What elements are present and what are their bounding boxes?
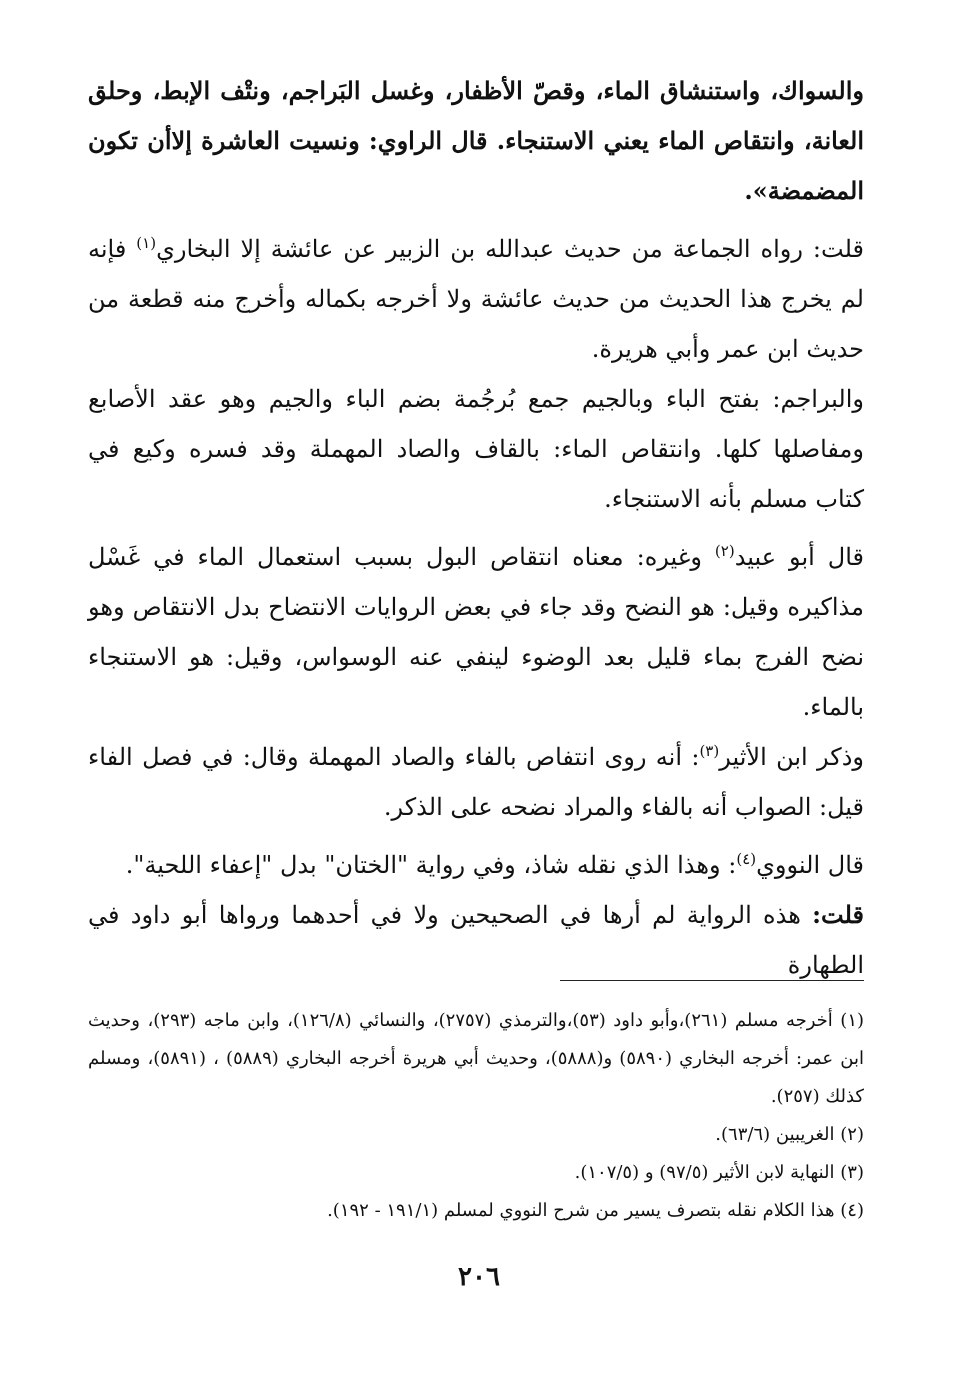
paragraph [88, 224, 864, 374]
footnote: (١) أخرجه مسلم (٢٦١)،وأبو داود (٥٣)،والترمذي (٢٧٥٧)، والنسائي (١٢٦/٨)، وابن ماجه (٢٩٣)، وحديث ابن عمر: أخرجه البخاري (٥٨٩٠) و(٥٨٨٨)، وحديث أبي هريرة أخرجه البخاري (٥٨٨٩) ، (٥٨٩١)، ومسلم كذلك (٢٥٧). [88, 1010, 865, 1107]
paragraph [88, 890, 864, 990]
paragraph-text: وذكر ابن الأثير [719, 743, 865, 771]
paragraph [88, 732, 864, 832]
paragraph-text: : أنه روى انتفاص بالفاء والصاد المهملة وقال: في فصل الفاء قيل: الصواب أنه بالفاء والمراد نضحه على الذكر. [88, 743, 864, 821]
footnote-divider [560, 980, 864, 981]
footnote-ref[interactable]: (٣) [699, 742, 720, 760]
paragraph-text: قلت: رواه الجماعة من حديث عبدالله بن الزبير عن عائشة إلا البخاري [156, 235, 864, 263]
paragraph-text: هذه الرواية لم أرها في الصحيحين ولا في أحدهما ورواها أبو داود في الطهارة [88, 901, 864, 979]
paragraph [88, 532, 864, 732]
footnote-ref[interactable]: (٤) [736, 850, 757, 868]
paragraph-text: فإنه لم يخرج هذا الحديث من حديث عائشة ولا أخرجه بكماله وأخرج منه قطعة من حديث ابن عمر وأبي هريرة. [88, 235, 864, 363]
spacer [88, 216, 864, 224]
footnote-ref[interactable]: (١) [136, 234, 157, 252]
footnote: (٣) النهاية لابن الأثير (٩٧/٥) و (١٠٧/٥). [574, 1162, 864, 1183]
paragraph-text: قال أبو عبيد [734, 543, 865, 571]
paragraph-text: : وهذا الذي نقله شاذ، وفي رواية "الختان" بدل "إعفاء اللحية". [125, 851, 737, 879]
paragraph-text: قال النووي [756, 851, 864, 879]
page-number: ٢٠٦ [458, 1262, 500, 1292]
hadith-text: والسواك، واستنشاق الماء، وقصّ الأظفار، وغسل البَراجم، ونتْف الإبط، وحلق العانة، وانتقاص الماء يعني الاستنجاء. قال الراوي: ونسيت العاشرة إلاأن تكون المضمضة». [88, 76, 864, 205]
paragraph-lead: قلت: [812, 900, 864, 929]
paragraph-text: وغيره: معناه انتقاص البول بسبب استعمال الماء في غَسْل مذاكيره وقيل: هو النضح وقد جاء في بعض الروايات الانتضاح بدل الانتقاص وهو نضح الفرج بماء قليل بعد الوضوء لينفي عنه الوسواس، وقيل: هو الاستنجاء بالماء. [88, 543, 864, 721]
footnote-ref[interactable]: (٢) [714, 542, 735, 560]
spacer [88, 832, 864, 840]
footnote: (٤) هذا الكلام نقله بتصرف يسير من شرح النووي لمسلم (١٩١/١ - ١٩٢). [327, 1200, 864, 1221]
footnotes [88, 1002, 864, 1230]
paragraph: والبراجم: بفتح الباء وبالجيم جمع بُرجُمة بضم الباء والجيم وهو عقد الأصابع ومفاصلها كلها. وانتقاص الماء: بالقاف والصاد المهملة وقد فسره وكيع في كتاب مسلم بأنه الاستنجاء. [88, 385, 864, 513]
spacer [88, 524, 864, 532]
paragraph [88, 840, 864, 890]
footnote: (٢) الغريبين (٦٣/٦). [715, 1124, 864, 1145]
main-text [88, 66, 864, 990]
